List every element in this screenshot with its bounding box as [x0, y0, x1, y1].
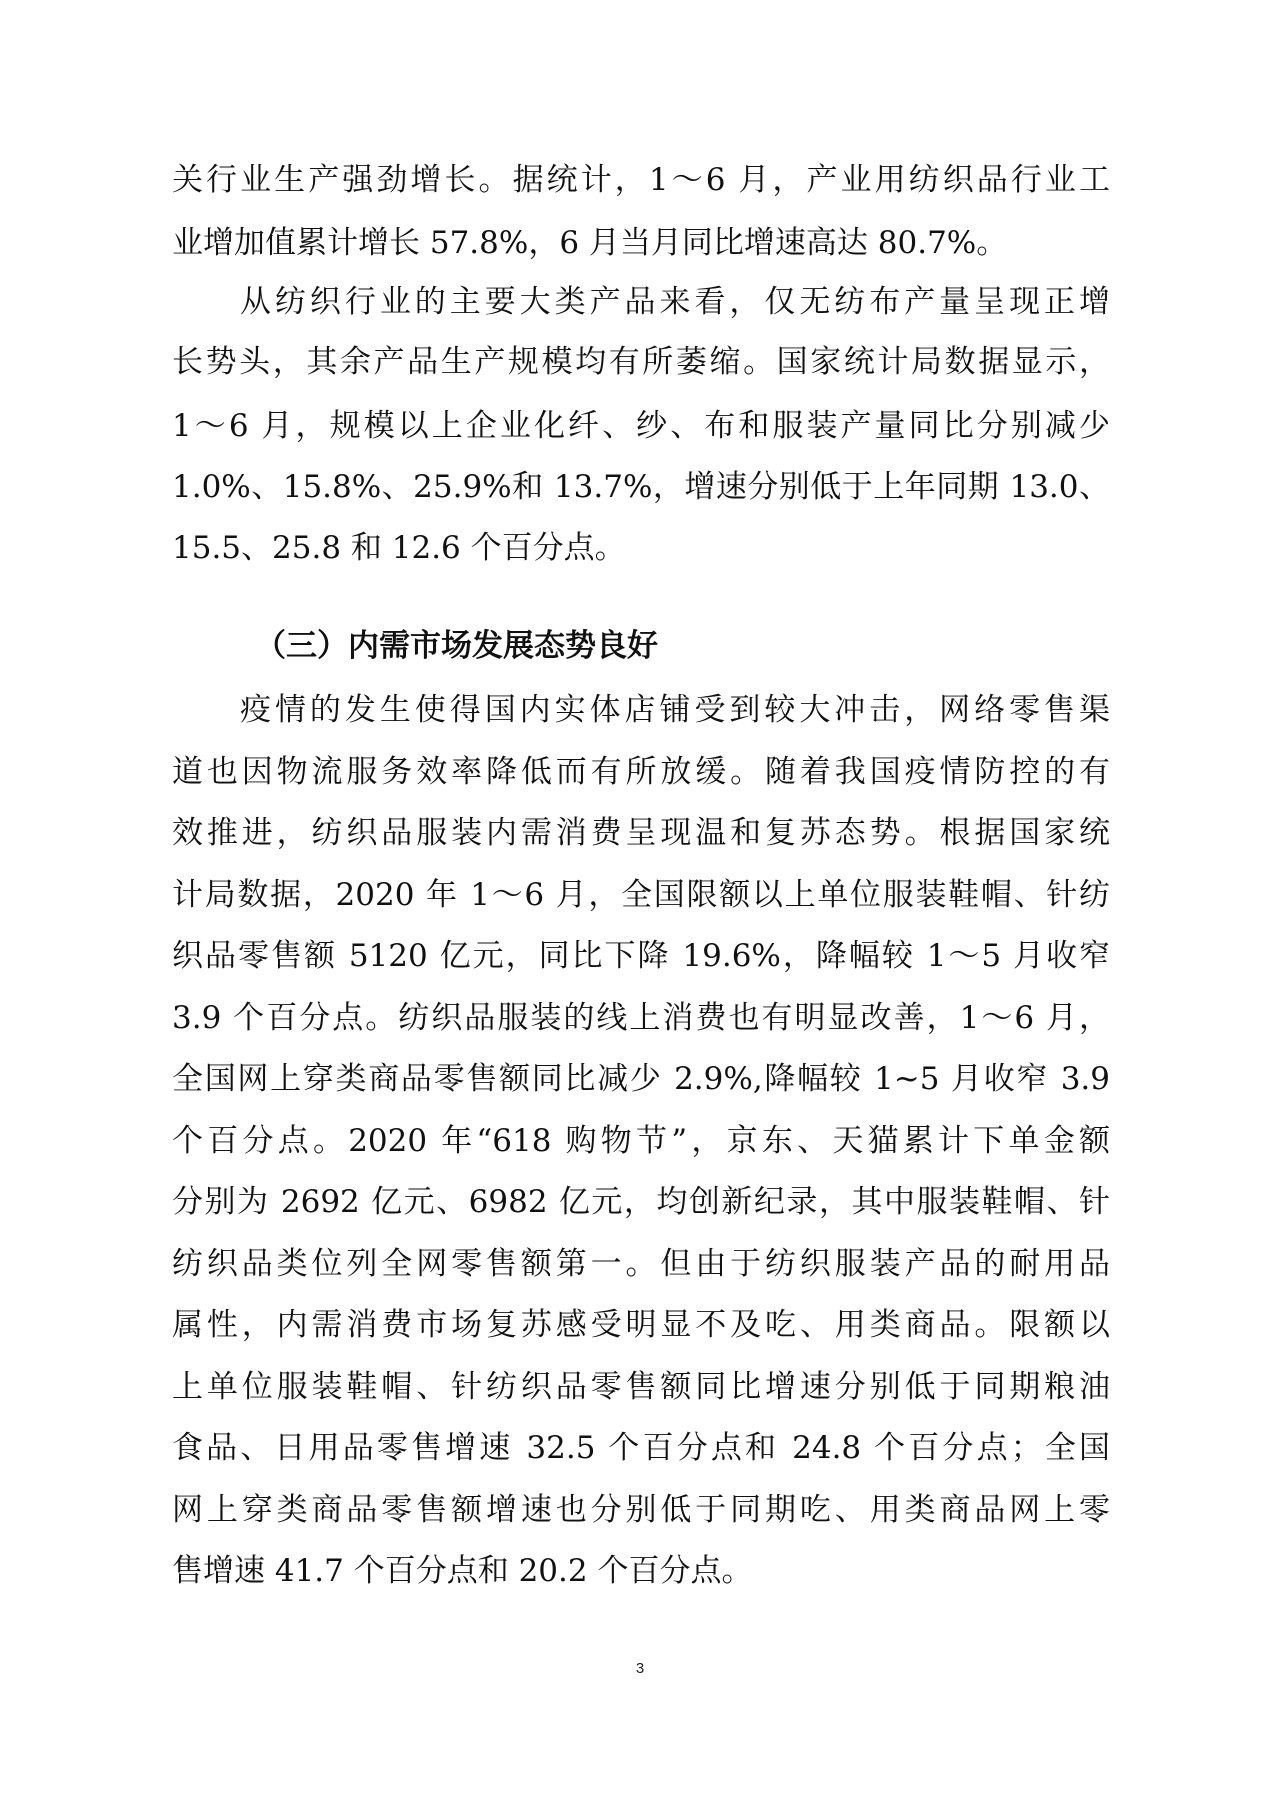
paragraph-line: 网上穿类商品零售额增速也分别低于同期吃、用类商品网上零 [172, 1492, 1110, 1528]
paragraph-line: 1～6 月，规模以上企业化纤、纱、布和服装产量同比分别减少 [172, 408, 1110, 444]
paragraph-line: 织品零售额 5120 亿元，同比下降 19.6%，降幅较 1～5 月收窄 [172, 938, 1110, 974]
paragraph-line: 计局数据，2020 年 1～6 月，全国限额以上单位服装鞋帽、针纺 [172, 877, 1110, 913]
section-heading: （三）内需市场发展态势良好 [255, 628, 658, 664]
paragraph-line: 个百分点。2020 年“618 购物节”，京东、天猫累计下单金额 [172, 1123, 1110, 1159]
paragraph-line: 纺织品类位列全网零售额第一。但由于纺织服装产品的耐用品 [172, 1246, 1110, 1282]
paragraph-line: 3.9 个百分点。纺织品服装的线上消费也有明显改善，1～6 月， [172, 1000, 1110, 1036]
paragraph-line: 从纺织行业的主要大类产品来看，仅无纺布产量呈现正增 [240, 284, 1110, 320]
paragraph-line: 上单位服装鞋帽、针纺织品零售额同比增速分别低于同期粮油 [172, 1369, 1110, 1405]
paragraph-line: 关行业生产强劲增长。据统计，1～6 月，产业用纺织品行业工 [172, 162, 1110, 198]
paragraph-line: 15.5、25.8 和 12.6 个百分点。 [172, 530, 626, 566]
page-number: 3 [635, 1660, 645, 1677]
paragraph-line: 道也因物流服务效率降低而有所放缓。随着我国疫情防控的有 [172, 754, 1110, 790]
paragraph-line: 售增速 41.7 个百分点和 20.2 个百分点。 [172, 1553, 753, 1589]
paragraph-line: 疫情的发生使得国内实体店铺受到较大冲击，网络零售渠 [240, 692, 1110, 728]
paragraph-line: 分别为 2692 亿元、6982 亿元，均创新纪录，其中服装鞋帽、针 [172, 1184, 1110, 1220]
paragraph-line: 食品、日用品零售增速 32.5 个百分点和 24.8 个百分点；全国 [172, 1430, 1110, 1466]
paragraph-line: 效推进，纺织品服装内需消费呈现温和复苏态势。根据国家统 [172, 815, 1110, 851]
paragraph-line: 长势头，其余产品生产规模均有所萎缩。国家统计局数据显示， [172, 344, 1110, 380]
paragraph-line: 属性，内需消费市场复苏感受明显不及吃、用类商品。限额以 [172, 1307, 1110, 1343]
paragraph-line: 业增加值累计增长 57.8%，6 月当月同比增速高达 80.7%。 [172, 225, 1008, 261]
paragraph-line: 1.0%、15.8%、25.9%和 13.7%，增速分别低于上年同期 13.0、 [172, 469, 1110, 505]
paragraph-line: 全国网上穿类商品零售额同比减少 2.9%,降幅较 1~5 月收窄 3.9 [172, 1061, 1110, 1097]
